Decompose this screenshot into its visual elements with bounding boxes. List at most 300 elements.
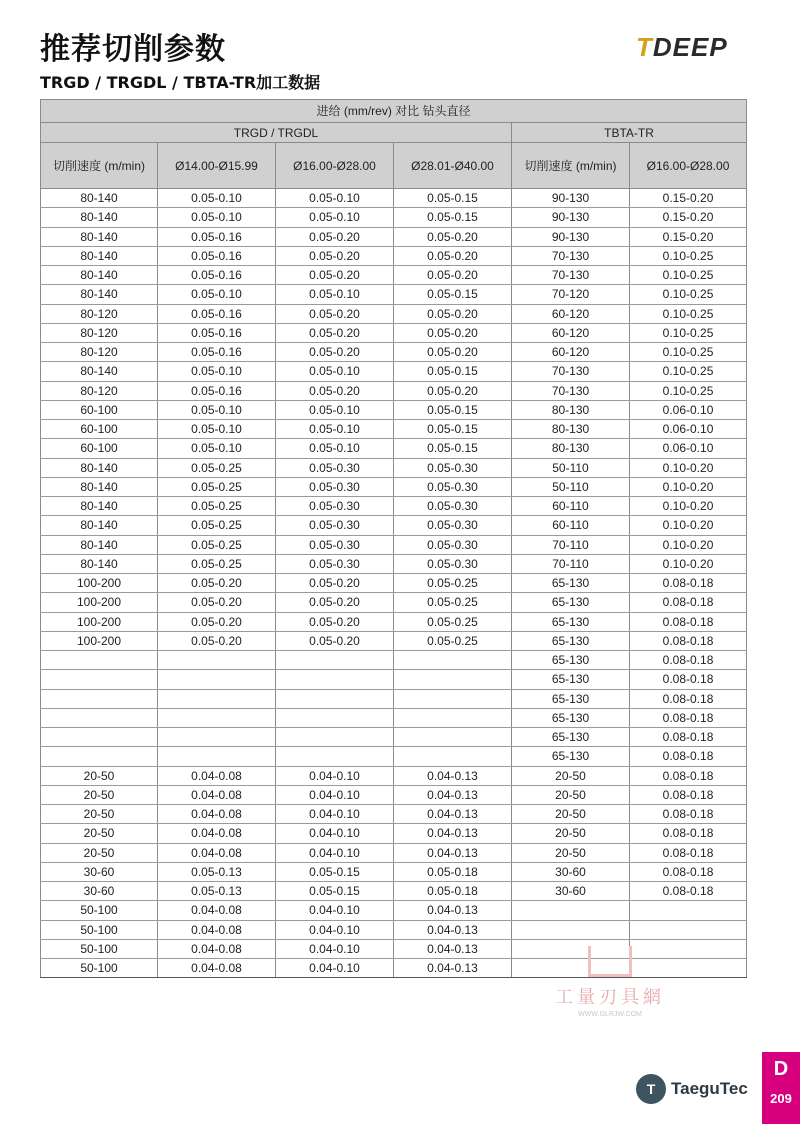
table-cell: 20-50 [41,824,158,843]
table-cell: 0.05-0.30 [276,477,394,496]
table-cell: 70-130 [512,246,630,265]
table-row [41,612,747,631]
table-row [41,670,747,689]
table-cell: 100-200 [41,574,158,593]
table-cell: 0.05-0.30 [276,535,394,554]
table-row [41,728,747,747]
table-cell: 65-130 [512,747,630,766]
table-body [41,189,747,978]
table-cell: 80-120 [41,381,158,400]
table-cell: 0.05-0.16 [158,381,276,400]
table-cell: 0.08-0.18 [630,843,747,862]
table-cell: 0.05-0.10 [158,420,276,439]
table-cell [41,689,158,708]
table-cell: 60-120 [512,323,630,342]
table-cell: 0.05-0.10 [276,420,394,439]
table-cell: 0.10-0.20 [630,554,747,573]
table-cell: 0.05-0.25 [158,458,276,477]
table-cell: 0.08-0.18 [630,670,747,689]
table-cell: 0.05-0.15 [394,400,512,419]
table-cell: 0.04-0.10 [276,824,394,843]
table-cell: 0.10-0.25 [630,381,747,400]
table-cell: 0.05-0.25 [394,574,512,593]
table-cell: 70-120 [512,285,630,304]
table-row [41,708,747,727]
table-row [41,323,747,342]
table-row [41,843,747,862]
table-cell: 0.10-0.20 [630,497,747,516]
table-row [41,400,747,419]
table-cell [276,670,394,689]
table-cell: 0.08-0.18 [630,708,747,727]
table-cell: 0.05-0.15 [394,420,512,439]
table-row [41,554,747,573]
table-cell: 80-140 [41,535,158,554]
table-cell: 0.08-0.18 [630,651,747,670]
table-row [41,785,747,804]
table-row [41,516,747,535]
table-cell: 80-120 [41,304,158,323]
table-cell: 0.05-0.20 [276,343,394,362]
table-row [41,420,747,439]
table-cell: 0.05-0.10 [158,285,276,304]
table-cell: 0.05-0.20 [276,266,394,285]
table-row [41,766,747,785]
table-cell: 80-130 [512,420,630,439]
table-cell: 0.05-0.10 [158,208,276,227]
table-cell: 0.05-0.13 [158,862,276,881]
table-row [41,497,747,516]
table-cell: 20-50 [512,785,630,804]
page-number: 209 [770,1091,792,1106]
table-cell: 30-60 [512,882,630,901]
table-cell: 65-130 [512,593,630,612]
table-cell: 0.05-0.25 [158,535,276,554]
column-header: Ø28.01-Ø40.00 [394,143,512,189]
table-cell: 65-130 [512,651,630,670]
table-cell: 80-140 [41,477,158,496]
table-row [41,266,747,285]
table-cell: 60-120 [512,343,630,362]
table-cell: 0.05-0.20 [276,323,394,342]
table-cell [158,670,276,689]
table-cell: 0.05-0.16 [158,323,276,342]
table-cell: 0.05-0.10 [276,439,394,458]
table-cell: 0.05-0.25 [158,477,276,496]
table-cell: 0.08-0.18 [630,728,747,747]
table-cell: 80-140 [41,554,158,573]
table-cell: 20-50 [512,805,630,824]
table-cell: 20-50 [512,766,630,785]
table-cell: 0.05-0.20 [158,593,276,612]
table-cell: 80-120 [41,323,158,342]
table-cell: 0.04-0.08 [158,939,276,958]
table-cell [394,747,512,766]
table-cell: 0.04-0.13 [394,766,512,785]
group-header-tbta: TBTA-TR [512,123,747,143]
table-cell: 0.04-0.10 [276,843,394,862]
table-cell: 60-110 [512,516,630,535]
table-cell: 0.05-0.10 [276,285,394,304]
table-cell [276,708,394,727]
table-cell: 0.05-0.25 [394,593,512,612]
table-cell: 0.05-0.30 [394,477,512,496]
table-cell: 80-140 [41,458,158,477]
table-cell [41,651,158,670]
table-cell: 0.05-0.30 [276,458,394,477]
table-row [41,362,747,381]
table-cell: 100-200 [41,612,158,631]
table-row [41,189,747,208]
table-cell: 65-130 [512,670,630,689]
table-cell: 60-120 [512,304,630,323]
table-row [41,920,747,939]
table-cell: 65-130 [512,574,630,593]
table-cell: 20-50 [512,843,630,862]
table-row [41,458,747,477]
table-cell: 0.05-0.16 [158,246,276,265]
table-row [41,882,747,901]
table-cell: 0.05-0.20 [276,304,394,323]
table-cell: 0.05-0.20 [276,593,394,612]
table-cell: 0.06-0.10 [630,439,747,458]
table-cell: 0.08-0.18 [630,574,747,593]
table-cell: 0.05-0.10 [158,189,276,208]
table-cell: 0.05-0.20 [276,381,394,400]
table-cell: 80-140 [41,208,158,227]
table-cell: 0.05-0.30 [394,458,512,477]
section-tab [762,1052,800,1124]
table-cell: 100-200 [41,631,158,650]
table-cell: 30-60 [41,882,158,901]
watermark [540,946,680,1018]
table-cell: 0.04-0.08 [158,901,276,920]
table-row [41,304,747,323]
table-cell: 0.05-0.10 [276,400,394,419]
table-cell: 0.05-0.10 [276,362,394,381]
table-cell: 0.04-0.08 [158,766,276,785]
table-cell [276,728,394,747]
table-cell: 0.04-0.10 [276,920,394,939]
table-cell [630,901,747,920]
table-cell: 0.08-0.18 [630,766,747,785]
table-cell: 0.10-0.20 [630,535,747,554]
table-cell: 65-130 [512,612,630,631]
table-cell: 0.04-0.08 [158,920,276,939]
table-cell: 0.05-0.30 [394,554,512,573]
table-cell [41,708,158,727]
taegutec-logo [636,1074,748,1104]
section-letter: D [773,1058,789,1080]
table-cell: 0.05-0.15 [394,439,512,458]
table-cell: 20-50 [41,785,158,804]
table-cell: 0.04-0.10 [276,785,394,804]
table-cell: 0.10-0.25 [630,304,747,323]
table-cell: 0.05-0.16 [158,304,276,323]
table-cell: 0.08-0.18 [630,824,747,843]
table-cell: 0.08-0.18 [630,747,747,766]
table-cell: 0.04-0.13 [394,785,512,804]
table-cell: 0.04-0.10 [276,959,394,978]
table-cell: 0.04-0.08 [158,785,276,804]
table-cell: 0.05-0.30 [394,516,512,535]
table-cell: 0.08-0.18 [630,593,747,612]
table-cell: 0.05-0.30 [394,535,512,554]
table-cell [512,901,630,920]
table-cell: 0.04-0.08 [158,843,276,862]
table-cell: 0.05-0.20 [394,266,512,285]
table-cell: 0.05-0.15 [394,189,512,208]
table-row [41,901,747,920]
tdeep-logo [636,32,728,63]
table-row [41,824,747,843]
table-cell: 90-130 [512,189,630,208]
table-cell: 50-110 [512,477,630,496]
table-cell: 20-50 [512,824,630,843]
table-cell [158,708,276,727]
table-cell [158,728,276,747]
table-cell: 50-100 [41,959,158,978]
table-cell: 0.04-0.10 [276,901,394,920]
table-cell: 80-130 [512,400,630,419]
table-cell [158,747,276,766]
column-header: Ø16.00-Ø28.00 [276,143,394,189]
table-cell: 50-110 [512,458,630,477]
table-cell: 0.05-0.30 [394,497,512,516]
table-cell [394,708,512,727]
table-cell: 0.04-0.13 [394,939,512,958]
table-cell [394,670,512,689]
table-cell [276,747,394,766]
table-cell: 80-140 [41,285,158,304]
table-cell: 80-140 [41,516,158,535]
table-row [41,208,747,227]
table-cell: 80-130 [512,439,630,458]
table-cell: 0.08-0.18 [630,862,747,881]
table-cell: 0.05-0.20 [276,227,394,246]
table-cell: 0.04-0.10 [276,805,394,824]
taegutec-emblem-icon: T [636,1074,666,1104]
table-cell: 0.15-0.20 [630,227,747,246]
table-cell: 0.05-0.20 [394,246,512,265]
table-cell: 30-60 [512,862,630,881]
table-cell: 0.10-0.25 [630,323,747,342]
table-cell: 0.05-0.20 [276,631,394,650]
table-cell [158,689,276,708]
table-cell: 90-130 [512,208,630,227]
table-cell: 70-130 [512,266,630,285]
table-cell: 0.05-0.10 [158,439,276,458]
table-cell: 0.05-0.13 [158,882,276,901]
tdeep-logo-rest: DEEP [652,32,728,62]
table-cell: 0.08-0.18 [630,785,747,804]
table-row [41,439,747,458]
page-title: 推荐切削参数 [40,32,226,67]
feed-header: 进给 (mm/rev) 对比 钻头直径 [41,100,747,123]
table-cell: 65-130 [512,631,630,650]
table-cell: 70-110 [512,535,630,554]
table-cell [158,651,276,670]
table-cell: 0.10-0.25 [630,343,747,362]
table-cell: 0.05-0.20 [276,612,394,631]
column-header: 切削速度 (m/min) [512,143,630,189]
column-header: Ø14.00-Ø15.99 [158,143,276,189]
table-cell: 0.05-0.20 [276,574,394,593]
table-cell: 20-50 [41,766,158,785]
table-cell: 0.04-0.08 [158,959,276,978]
cutting-data-table [40,99,747,978]
table-cell: 0.05-0.20 [394,304,512,323]
table-cell: 0.05-0.18 [394,862,512,881]
table-cell: 0.05-0.10 [276,189,394,208]
table-cell: 0.10-0.25 [630,362,747,381]
table-cell: 0.10-0.20 [630,458,747,477]
table-cell: 60-100 [41,420,158,439]
table-cell: 70-110 [512,554,630,573]
table-cell: 0.05-0.15 [394,285,512,304]
table-cell: 0.06-0.10 [630,420,747,439]
table-cell: 0.05-0.15 [394,208,512,227]
table-row [41,343,747,362]
table-cell: 0.05-0.20 [394,323,512,342]
table-row [41,246,747,265]
table-cell: 0.05-0.16 [158,227,276,246]
table-row [41,593,747,612]
table-cell: 0.05-0.15 [276,862,394,881]
table-cell: 0.04-0.13 [394,901,512,920]
table-cell: 0.05-0.10 [158,400,276,419]
table-cell [41,747,158,766]
table-cell: 0.05-0.20 [276,246,394,265]
watermark-emblem [588,946,632,977]
table-cell: 0.05-0.10 [158,362,276,381]
table-cell: 80-120 [41,343,158,362]
table-row [41,535,747,554]
table-cell: 0.04-0.13 [394,959,512,978]
table-cell: 0.05-0.20 [394,227,512,246]
table-cell: 50-100 [41,920,158,939]
table-cell: 0.10-0.20 [630,516,747,535]
table-cell: 0.05-0.16 [158,266,276,285]
table-cell: 0.04-0.10 [276,939,394,958]
table-cell: 0.08-0.18 [630,805,747,824]
page-subtitle: TRGD / TRGDL / TBTA-TR加工数据 [40,73,321,92]
table-cell: 80-140 [41,189,158,208]
table-row [41,574,747,593]
table-cell: 0.08-0.18 [630,689,747,708]
table-cell: 30-60 [41,862,158,881]
table-cell: 0.05-0.25 [394,612,512,631]
table-cell: 60-100 [41,439,158,458]
table-cell: 0.05-0.10 [276,208,394,227]
table-cell: 0.05-0.30 [276,554,394,573]
table-cell: 60-100 [41,400,158,419]
table-cell: 50-100 [41,901,158,920]
table-cell: 60-110 [512,497,630,516]
table-cell: 0.05-0.15 [394,362,512,381]
table-cell: 0.04-0.13 [394,920,512,939]
table-cell [394,728,512,747]
table-cell [394,651,512,670]
table-cell [630,920,747,939]
table-cell: 0.05-0.25 [394,631,512,650]
table-row [41,477,747,496]
table-cell: 0.10-0.25 [630,285,747,304]
table-row [41,862,747,881]
table-cell: 90-130 [512,227,630,246]
table-cell: 0.04-0.13 [394,824,512,843]
table-cell: 0.04-0.13 [394,843,512,862]
table-cell: 0.05-0.30 [276,497,394,516]
column-header: 切削速度 (m/min) [41,143,158,189]
table-cell: 100-200 [41,593,158,612]
table-cell: 0.08-0.18 [630,612,747,631]
table-cell: 0.10-0.25 [630,246,747,265]
table-cell: 0.04-0.10 [276,766,394,785]
table-cell: 65-130 [512,689,630,708]
table-cell: 0.05-0.20 [394,343,512,362]
table-cell: 0.05-0.25 [158,554,276,573]
table-cell: 0.10-0.20 [630,477,747,496]
table-cell [41,728,158,747]
table-cell: 0.05-0.20 [158,631,276,650]
table-cell [276,651,394,670]
table-cell [41,670,158,689]
table-cell: 0.15-0.20 [630,208,747,227]
table-cell: 0.10-0.25 [630,266,747,285]
table-cell: 65-130 [512,708,630,727]
table-cell: 0.04-0.08 [158,824,276,843]
table-cell: 0.08-0.18 [630,631,747,650]
table-cell: 80-140 [41,362,158,381]
table-cell [276,689,394,708]
table-row [41,227,747,246]
table-cell: 0.06-0.10 [630,400,747,419]
taegutec-name: TaeguTec [671,1079,748,1098]
table-cell: 65-130 [512,728,630,747]
table-cell: 0.05-0.20 [158,574,276,593]
column-header: Ø16.00-Ø28.00 [630,143,747,189]
table-cell: 0.05-0.15 [276,882,394,901]
table-row [41,381,747,400]
table-cell: 0.05-0.20 [394,381,512,400]
watermark-name: 工量刃具網 [555,987,665,1007]
table-cell: 0.05-0.18 [394,882,512,901]
table-cell: 0.05-0.16 [158,343,276,362]
table-row [41,805,747,824]
tdeep-logo-t: T [636,32,653,62]
table-cell: 20-50 [41,805,158,824]
table-row [41,651,747,670]
table-cell: 70-130 [512,381,630,400]
table-cell: 20-50 [41,843,158,862]
table-cell: 0.05-0.30 [276,516,394,535]
table-row [41,631,747,650]
table-row [41,747,747,766]
table-cell: 50-100 [41,939,158,958]
table-cell: 0.05-0.20 [158,612,276,631]
table-cell: 80-140 [41,266,158,285]
table-cell: 0.04-0.13 [394,805,512,824]
table-row [41,285,747,304]
table-row [41,689,747,708]
table-cell: 0.05-0.25 [158,516,276,535]
table-cell: 80-140 [41,497,158,516]
table-cell [512,920,630,939]
watermark-url: WWW.GLRJW.COM [578,1011,642,1018]
table-cell: 0.04-0.08 [158,805,276,824]
table-cell: 80-140 [41,246,158,265]
